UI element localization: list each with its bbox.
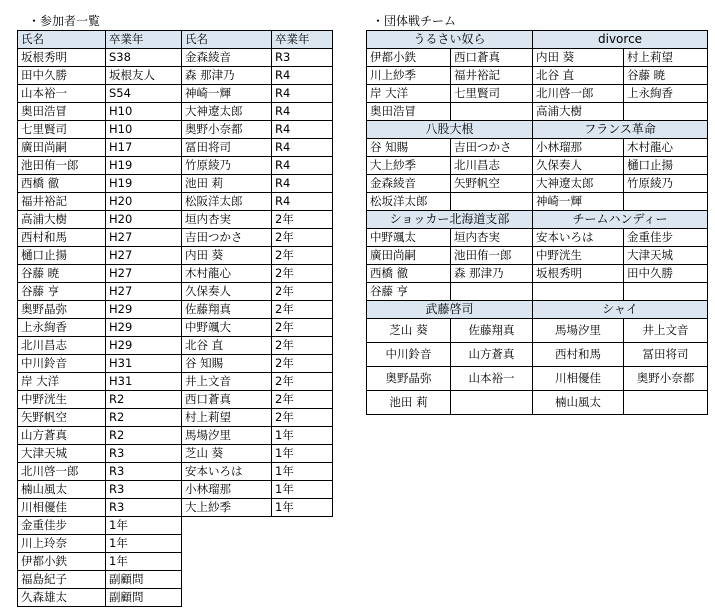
team-member: 川上紗季 (367, 67, 451, 85)
team-member-row (367, 67, 708, 85)
team-member: 馬場汐里 (533, 319, 624, 343)
participant-name: 大上紗季 (182, 499, 272, 517)
participant-row (18, 319, 333, 337)
participant-year: S38 (106, 49, 182, 67)
participant-row (18, 571, 333, 589)
empty-cell (182, 553, 272, 571)
team-member: 村上莉望 (624, 49, 708, 67)
team-name-row (367, 31, 708, 49)
participant-row (18, 445, 333, 463)
team-member: 北川啓一郎 (533, 85, 624, 103)
participant-year: R3 (106, 463, 182, 481)
team-member: 谷藤 暁 (624, 67, 708, 85)
participant-name: 久森雄太 (18, 589, 106, 607)
team-member: 山方蒼真 (451, 343, 533, 367)
team-member (451, 193, 533, 211)
team-member: 谷藤 亨 (367, 283, 451, 301)
team-name: うるさい奴ら (367, 31, 533, 49)
participant-row (18, 589, 333, 607)
team-member (451, 103, 533, 121)
team-member: 北谷 直 (533, 67, 624, 85)
participant-row (18, 355, 333, 373)
participant-name: 上永絢香 (18, 319, 106, 337)
team-member: 大津天城 (624, 247, 708, 265)
participant-year: H29 (106, 319, 182, 337)
participant-row (18, 535, 333, 553)
participant-year: 2年 (272, 355, 333, 373)
team-member: 吉田つかさ (451, 139, 533, 157)
participant-row (18, 301, 333, 319)
team-name: シャイ (533, 301, 708, 319)
team-member (451, 283, 533, 301)
participant-row (18, 517, 333, 535)
participant-name: 伊都小鉄 (18, 553, 106, 571)
participant-name: 冨田将司 (182, 139, 272, 157)
column-header: 氏名 (182, 31, 272, 49)
participant-year: 副顧問 (106, 589, 182, 607)
participant-name: 池田 莉 (182, 175, 272, 193)
participant-year: 1年 (106, 517, 182, 535)
team-member: 中川鈴音 (367, 343, 451, 367)
participant-year: H31 (106, 373, 182, 391)
participant-year: R4 (272, 139, 333, 157)
team-member-row (367, 139, 708, 157)
participant-year: 2年 (272, 265, 333, 283)
participant-year: R4 (272, 67, 333, 85)
participant-row (18, 211, 333, 229)
participant-row (18, 373, 333, 391)
team-member: 上永絢香 (624, 85, 708, 103)
participant-year: H27 (106, 247, 182, 265)
participant-year: 1年 (272, 445, 333, 463)
participant-year: 2年 (272, 301, 333, 319)
participant-row (18, 553, 333, 571)
participant-name: 山本裕一 (18, 85, 106, 103)
team-member-row (367, 229, 708, 247)
team-member: 高浦大樹 (533, 103, 624, 121)
participant-name: 楠山風太 (18, 481, 106, 499)
participant-year: H19 (106, 175, 182, 193)
participant-year: H20 (106, 211, 182, 229)
team-member: 佐藤翔真 (451, 319, 533, 343)
participant-name: 馬場汐里 (182, 427, 272, 445)
participant-name: 久保奏人 (182, 283, 272, 301)
participant-name: 川上玲奈 (18, 535, 106, 553)
participant-year: S54 (106, 85, 182, 103)
team-member-row (367, 85, 708, 103)
participant-year: R3 (106, 481, 182, 499)
team-member (451, 391, 533, 415)
team-member-row (367, 193, 708, 211)
team-member-row (367, 103, 708, 121)
team-name: divorce (533, 31, 708, 49)
column-header: 氏名 (18, 31, 106, 49)
team-member: 川相優佳 (533, 367, 624, 391)
team-member-row (367, 175, 708, 193)
participant-name: 奥野晶弥 (18, 301, 106, 319)
participant-name: 安本いろは (182, 463, 272, 481)
team-name-row (367, 301, 708, 319)
participant-name: 山方蒼真 (18, 427, 106, 445)
participant-name: 佐藤翔真 (182, 301, 272, 319)
team-member: 池田侑一郎 (451, 247, 533, 265)
participant-year: R3 (106, 445, 182, 463)
team-member: 金森綾音 (367, 175, 451, 193)
team-member: 神崎一輝 (533, 193, 624, 211)
team-member: 奥田浩冒 (367, 103, 451, 121)
participant-row (18, 175, 333, 193)
empty-cell (272, 589, 333, 607)
participant-year: 1年 (272, 481, 333, 499)
participant-year: 2年 (272, 247, 333, 265)
participant-name: 奥野小奈都 (182, 121, 272, 139)
participant-year: 1年 (106, 535, 182, 553)
team-member: 中野洸生 (533, 247, 624, 265)
team-member: 奥野晶弥 (367, 367, 451, 391)
team-member: 小林瑠那 (533, 139, 624, 157)
participant-year: 2年 (272, 373, 333, 391)
empty-cell (272, 535, 333, 553)
participant-row (18, 463, 333, 481)
team-member-row (367, 157, 708, 175)
empty-cell (182, 589, 272, 607)
team-member: 池田 莉 (367, 391, 451, 415)
participant-name: 金森綾音 (182, 49, 272, 67)
participant-name: 竹原綾乃 (182, 157, 272, 175)
team-member: 廣田尚嗣 (367, 247, 451, 265)
participant-name: 田中久勝 (18, 67, 106, 85)
participant-name: 大津天城 (18, 445, 106, 463)
participant-name: 吉田つかさ (182, 229, 272, 247)
participant-year: R3 (272, 49, 333, 67)
team-name-row (367, 121, 708, 139)
participant-year: 2年 (272, 211, 333, 229)
empty-cell (182, 571, 272, 589)
participant-year: H31 (106, 355, 182, 373)
participant-name: 廣田尚嗣 (18, 139, 106, 157)
participant-name: 福島紀子 (18, 571, 106, 589)
participant-row (18, 121, 333, 139)
empty-cell (272, 571, 333, 589)
participant-year: 1年 (106, 553, 182, 571)
participant-name: 神崎一輝 (182, 85, 272, 103)
participant-year: H27 (106, 265, 182, 283)
participant-row (18, 49, 333, 67)
team-member: 矢野帆空 (451, 175, 533, 193)
participant-name: 中野洸生 (18, 391, 106, 409)
participant-row (18, 67, 333, 85)
team-member: 伊都小鉄 (367, 49, 451, 67)
team-member: 西橋 徹 (367, 265, 451, 283)
participant-year: H29 (106, 337, 182, 355)
team-member: 七里賢司 (451, 85, 533, 103)
participant-name: 芝山 葵 (182, 445, 272, 463)
team-member: 金重佳步 (624, 229, 708, 247)
participant-row (18, 103, 333, 121)
team-member: 垣内杏実 (451, 229, 533, 247)
participant-year: R3 (106, 499, 182, 517)
team-member: 安本いろは (533, 229, 624, 247)
participant-name: 内田 葵 (182, 247, 272, 265)
participant-row (18, 247, 333, 265)
participant-row (18, 85, 333, 103)
team-member (624, 103, 708, 121)
participant-year: 坂根友人 (106, 67, 182, 85)
participant-row (18, 229, 333, 247)
column-header: 卒業年 (106, 31, 182, 49)
team-member: 内田 葵 (533, 49, 624, 67)
participant-year: R4 (272, 85, 333, 103)
team-member: 大上紗季 (367, 157, 451, 175)
team-member: 奥野小奈都 (624, 367, 708, 391)
team-name: ショッカー北海道支部 (367, 211, 533, 229)
participant-year: R2 (106, 427, 182, 445)
participant-row (18, 139, 333, 157)
team-member: 楠山風太 (533, 391, 624, 415)
team-member: 西村和馬 (533, 343, 624, 367)
participant-row (18, 391, 333, 409)
team-member: 久保奏人 (533, 157, 624, 175)
participant-name: 木村龍心 (182, 265, 272, 283)
participant-name: 西口蒼真 (182, 391, 272, 409)
participant-name: 川相優佳 (18, 499, 106, 517)
participant-year: 副顧問 (106, 571, 182, 589)
participant-row (18, 337, 333, 355)
participant-year: 2年 (272, 337, 333, 355)
participant-year: 2年 (272, 391, 333, 409)
team-name-row (367, 211, 708, 229)
participant-year: R4 (272, 157, 333, 175)
participants-heading: ・参加者一覧 (28, 14, 101, 28)
team-member: 樋口止揚 (624, 157, 708, 175)
team-member: 井上文音 (624, 319, 708, 343)
team-member: 山本裕一 (451, 367, 533, 391)
team-member: 冨田将司 (624, 343, 708, 367)
team-member: 竹原綾乃 (624, 175, 708, 193)
participant-year: 2年 (272, 229, 333, 247)
participant-year: R2 (106, 391, 182, 409)
participant-year: H10 (106, 121, 182, 139)
participant-name: 七里賢司 (18, 121, 106, 139)
team-member: 中野颯太 (367, 229, 451, 247)
participant-name: 小林瑠那 (182, 481, 272, 499)
participant-name: 金重佳步 (18, 517, 106, 535)
team-name: 武藤啓司 (367, 301, 533, 319)
participant-name: 北川昌志 (18, 337, 106, 355)
participant-name: 森 那津乃 (182, 67, 272, 85)
participant-name: 井上文音 (182, 373, 272, 391)
team-member: 田中久勝 (624, 265, 708, 283)
participant-name: 谷 知賜 (182, 355, 272, 373)
participant-name: 西村和馬 (18, 229, 106, 247)
participant-year: H27 (106, 229, 182, 247)
participant-year: H10 (106, 103, 182, 121)
teams-table (366, 30, 708, 415)
participant-name: 中野颯大 (182, 319, 272, 337)
team-member-row (367, 319, 708, 343)
participant-name: 矢野帆空 (18, 409, 106, 427)
team-member-row (367, 49, 708, 67)
participant-year: H29 (106, 301, 182, 319)
participant-row (18, 481, 333, 499)
team-member-row (367, 283, 708, 301)
participant-name: 高浦大樹 (18, 211, 106, 229)
participant-name: 中川鈴音 (18, 355, 106, 373)
participant-year: H27 (106, 283, 182, 301)
team-member-row (367, 391, 708, 415)
team-member-row (367, 367, 708, 391)
team-name: フランス革命 (533, 121, 708, 139)
team-member: 谷 知賜 (367, 139, 451, 157)
participant-row (18, 283, 333, 301)
participant-year: H20 (106, 193, 182, 211)
participant-year: 1年 (272, 427, 333, 445)
participant-name: 池田侑一郎 (18, 157, 106, 175)
participant-year: H19 (106, 157, 182, 175)
team-member: 芝山 葵 (367, 319, 451, 343)
team-member: 坂根秀明 (533, 265, 624, 283)
empty-cell (272, 517, 333, 535)
participant-name: 垣内杏実 (182, 211, 272, 229)
participant-year: R4 (272, 103, 333, 121)
team-member-row (367, 247, 708, 265)
team-member: 北川昌志 (451, 157, 533, 175)
team-name: チームハンディー (533, 211, 708, 229)
participant-name: 坂根秀明 (18, 49, 106, 67)
team-name: 八股大根 (367, 121, 533, 139)
participant-year: R4 (272, 121, 333, 139)
participant-name: 大神遼太郎 (182, 103, 272, 121)
participants-table (17, 30, 333, 607)
participant-row (18, 157, 333, 175)
team-member-row (367, 265, 708, 283)
team-member: 松坂洋太郎 (367, 193, 451, 211)
participant-year: 1年 (272, 499, 333, 517)
participant-name: 北谷 直 (182, 337, 272, 355)
participant-name: 樋口止揚 (18, 247, 106, 265)
participant-year: 2年 (272, 283, 333, 301)
team-member: 木村龍心 (624, 139, 708, 157)
participant-row (18, 265, 333, 283)
team-member (624, 391, 708, 415)
participant-row (18, 499, 333, 517)
team-member: 西口蒼真 (451, 49, 533, 67)
team-member (624, 283, 708, 301)
participant-name: 北川啓一郎 (18, 463, 106, 481)
empty-cell (272, 553, 333, 571)
participant-year: R2 (106, 409, 182, 427)
participant-name: 松阪洋太郎 (182, 193, 272, 211)
participant-year: R4 (272, 175, 333, 193)
participant-year: R4 (272, 193, 333, 211)
participant-year: 1年 (272, 463, 333, 481)
participant-name: 西橋 徹 (18, 175, 106, 193)
empty-cell (182, 517, 272, 535)
participant-name: 谷藤 暁 (18, 265, 106, 283)
participants-header-row (18, 31, 333, 49)
participant-year: H17 (106, 139, 182, 157)
teams-heading: ・団体戦チーム (372, 14, 457, 28)
team-member: 森 那津乃 (451, 265, 533, 283)
participant-year: 2年 (272, 319, 333, 337)
participant-row (18, 427, 333, 445)
team-member (624, 193, 708, 211)
team-member: 大神遼太郎 (533, 175, 624, 193)
column-header: 卒業年 (272, 31, 333, 49)
team-member (533, 283, 624, 301)
empty-cell (182, 535, 272, 553)
team-member: 福井裕記 (451, 67, 533, 85)
participant-name: 村上莉望 (182, 409, 272, 427)
participant-row (18, 193, 333, 211)
participant-name: 奥田浩冒 (18, 103, 106, 121)
participant-name: 福井裕記 (18, 193, 106, 211)
team-member: 岸 大洋 (367, 85, 451, 103)
participant-row (18, 409, 333, 427)
team-member-row (367, 343, 708, 367)
participant-year: 2年 (272, 409, 333, 427)
participant-name: 岸 大洋 (18, 373, 106, 391)
participant-name: 谷藤 亨 (18, 283, 106, 301)
